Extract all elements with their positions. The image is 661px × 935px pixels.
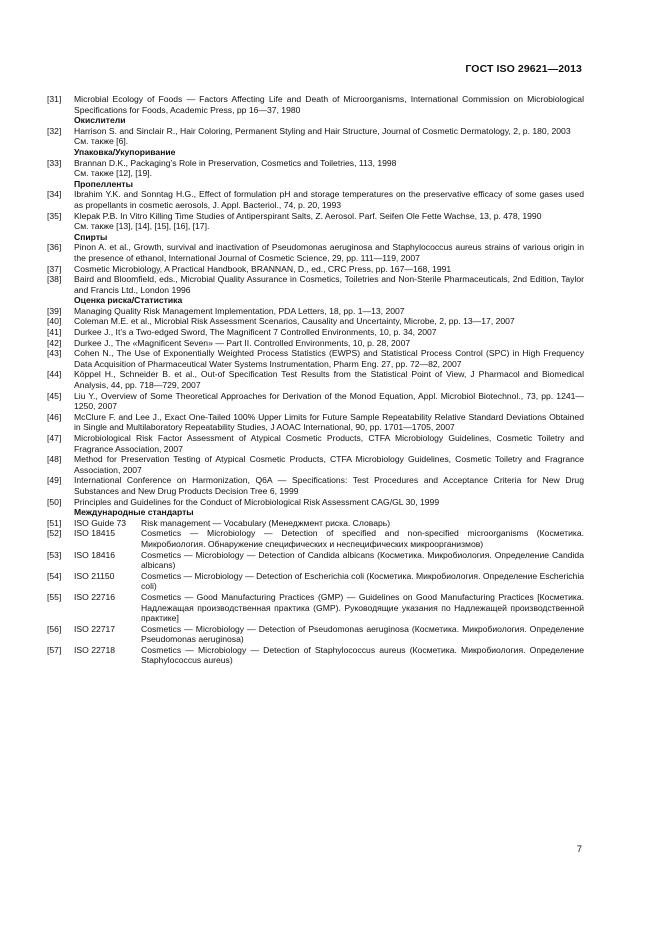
reference-entry [47,158,584,179]
reference-text: Managing Quality Risk Management Implementation, PDA Letters, 18, pp. 1—13, 2007 [74,305,405,316]
reference-entry [47,274,584,295]
reference-text: Brannan D.K., Packaging’s Role in Preservation, Cosmetics and Toiletries, 113, 1998 [74,157,397,168]
reference-text: Köppel H., Schneider B. et al., Out-of Specification Test Results from the Statistical Point of View, J Pharmacol and Biomedical Analysis, 44, pp. 718—729, 2007 [74,369,584,391]
reference-body [74,126,584,147]
reference-number: [41] [47,327,62,338]
reference-body [74,454,584,475]
reference-body [74,189,584,210]
reference-number: [52] [47,528,62,539]
reference-body [74,211,584,232]
reference-text: Durkee J., The «Magnificent Seven» — Part II. Controlled Environments, 10, p. 28, 2007 [74,337,411,348]
reference-body [74,391,584,412]
reference-entry [47,412,584,433]
reference-text: Harrison S. and Sinclair R., Hair Coloring, Permanent Styling and Hair Structure, Journal of Cosmetic Dermatology, 2, p. 180, 2003 [74,125,571,136]
reference-number: [33] [47,157,62,168]
reference-body [74,475,584,496]
reference-entry [47,433,584,454]
reference-number: [35] [47,210,62,221]
reference-body [74,274,584,295]
standard-code: ISO 18415 [74,528,116,539]
reference-entry [47,454,584,475]
reference-number: [55] [47,591,62,602]
reference-entry [47,306,584,317]
reference-entry [47,497,584,508]
page-number: 7 [576,844,582,855]
reference-body [74,348,584,369]
reference-text: Microbiological Risk Factor Assessment of Atypical Cosmetic Products, CTFA Microbiology Guidelines, Cosmetic Toiletry and Fragrance Association, 2007 [74,433,584,454]
reference-number: [40] [47,316,62,327]
reference-number: [49] [47,475,62,486]
reference-body [74,338,584,349]
reference-text: McClure F. and Lee J., Exact One-Tailed 100% Upper Limits for Future Sample Repeatability Relative Standard Deviations Obtained in Single and Multilaboratory Repeatability Studies, J AOAC International, 90, pp. 1701—1705, 2007 [74,411,584,433]
reference-body [74,264,584,275]
reference-entry [47,126,584,147]
reference-text: Method for Preservation Testing of Atypical Cosmetic Products, CTFA Microbiology Guidelines, Cosmetic Toiletry and Fragrance Association, 2007 [74,454,584,475]
reference-body [74,158,584,179]
standard-text: Cosmetics — Microbiology — Detection of Pseudomonas aeruginosa (Косметика. Микробиология. Определение Pseudomonas aeruginosa) [141,623,584,645]
standard-entry [47,592,584,624]
standard-code: ISO Guide 73 [74,517,127,528]
reference-number: [45] [47,390,62,401]
reference-text: Principles and Guidelines for the Conduct of Microbiological Risk Assessment CAG/GL 30, 1999 [74,496,440,507]
reference-text: См. также [6]. [74,136,129,147]
reference-entry [47,475,584,496]
reference-body [74,316,584,327]
reference-entry [47,369,584,390]
standard-body [141,528,584,549]
reference-text: Baird and Bloomfield, eds., Microbial Quality Assurance in Cosmetics, Toiletries and Non-Sterile Pharmaceuticals, 2nd Edition, Taylor and Francis Ltd., London 1996 [74,274,584,295]
reference-body [74,369,584,390]
standard-entry [47,518,584,529]
reference-entry [47,391,584,412]
reference-entry [47,348,584,369]
reference-number: [34] [47,189,62,200]
reference-entry [47,189,584,210]
standard-code: ISO 22716 [74,591,116,602]
standard-code: ISO 22717 [74,623,116,634]
standard-text: Cosmetics — Microbiology — Detection of Escherichia coli (Косметика. Микробиология. Определение Escherichia coli) [141,570,585,592]
standard-body [141,550,584,571]
standard-text: Risk management — Vocabulary (Менеджмент риска. Словарь) [141,517,391,528]
reference-number: [48] [47,454,62,465]
document-header: ГОСТ ISO 29621—2013 [465,63,582,75]
reference-number: [54] [47,570,62,581]
reference-text: Pinon A. et al., Growth, survival and inactivation of Pseudomonas aeruginosa and Staphylococcus aureus strains of various origin in the presence of ethanol, International Journal of Cosmetic Science, 29, pp. 111—119, 2007 [74,242,584,263]
reference-body [74,306,584,317]
reference-text: Cohen N., The Use of Exponentially Weighted Process Statistics (EWPS) and Statistical Process Control (SPC) in High Frequency Data Acquisition of Pharmaceutical Water Systems Instrumentation, Pharm Eng. 27, pp. 72—82, 2007 [74,348,584,369]
reference-number: [43] [47,348,62,359]
standard-body [141,624,584,645]
standard-entry [47,528,584,549]
standard-text: Cosmetics — Microbiology — Detection of Staphylococcus aureus (Косметика. Микробиология. Определение Staphylococcus aureus) [141,644,584,666]
reference-body [74,433,584,454]
reference-entry [47,242,584,263]
reference-number: [39] [47,305,62,316]
standard-body [141,518,584,529]
reference-body [74,242,584,263]
reference-text: Microbial Ecology of Foods — Factors Affecting Life and Death of Microorganisms, International Commission on Microbiological Specifications for Foods, Academic Press, pp 16—37, 1980 [74,94,584,115]
section-heading: Окислители [74,115,126,126]
reference-text: Coleman M.E. et al., Microbial Risk Assessment Scenarios, Causality and Uncertainty, Microbe, 2, pp. 13—17, 2007 [74,316,515,327]
reference-text: Cosmetic Microbiology, A Practical Handbook, BRANNAN, D., ed., CRC Press, pp. 167—168, 1991 [74,263,452,274]
reference-text: См. также [13], [14], [15], [16], [17]. [74,221,210,232]
reference-number: [53] [47,549,62,560]
reference-number: [44] [47,369,62,380]
standard-text: Cosmetics — Good Manufacturing Practices (GMP) — Guidelines on Good Manufacturing Practices [Косметика. Надлежащая производственная практика (GMP). Руководящие указания по Надлежащей производственной практике] [141,591,584,624]
reference-body [74,497,584,508]
reference-entry [47,211,584,232]
reference-number: [32] [47,125,62,136]
standard-entry [47,571,584,592]
reference-text: Ibrahim Y.K. and Sonntag H.G., Effect of formulation pH and storage temperatures on the preservative efficacy of some gases used as propellants in cosmetic aerosols, J. Appl. Bacteriol., 74, p. 20, 1993 [74,189,584,210]
references-list [47,94,584,666]
reference-entry [47,338,584,349]
reference-text: Klepak P.B. In Vitro Killing Time Studies of Antiperspirant Salts, Z. Aerosol. Parf. Seifen Ole Fette Wachse, 13, p. 478, 1990 [74,210,542,221]
standard-body [141,645,584,666]
reference-text: International Conference on Harmonization, Q6A — Specifications: Test Procedures and Acceptance Criteria for New Drug Substances and New Drug Products Decision Tree 6, 1999 [74,475,584,496]
reference-body [74,327,584,338]
section-heading: Пропелленты [74,178,133,189]
reference-number: [47] [47,433,62,443]
reference-body [74,412,584,433]
reference-text: Durkee J., It’s a Two-edged Sword, The Magnificent 7 Controlled Environments, 10, p. 34, 2007 [74,327,437,338]
reference-text: Liu Y., Overview of Some Theoretical Approaches for Derivation of the Monod Equation, Appl. Microbiol Biotechnol., 73, pp. 1241—1250, 2007 [74,390,584,412]
reference-number: [38] [47,274,62,285]
reference-number: [42] [47,337,62,348]
standard-text: Cosmetics — Microbiology — Detection of Candida albicans (Косметика. Микробиология. Определение Candida albicans) [141,549,584,571]
section-heading: Международные стандарты [74,507,194,518]
section-heading: Спирты [74,231,108,242]
standard-entry [47,550,584,571]
reference-number: [57] [47,644,62,655]
standard-body [141,592,584,624]
reference-number: [51] [47,517,62,528]
standard-code: ISO 18416 [74,549,116,560]
reference-entry [47,327,584,338]
reference-number: [36] [47,242,62,253]
standard-entry [47,645,584,666]
standard-text: Cosmetics — Microbiology — Detection of specified and non-specified microorganisms (Косметика. Микробиология. Обнаружение специфических и неспецифических микроорганизмов) [141,528,584,549]
reference-number: [50] [47,496,62,507]
reference-entry [47,316,584,327]
reference-body [74,94,584,115]
standard-code: ISO 21150 [74,570,115,581]
standard-body [141,571,584,592]
reference-number: [46] [47,411,62,422]
reference-entry [47,94,584,115]
standard-code: ISO 22718 [74,644,116,655]
reference-number: [37] [47,263,62,274]
section-heading: Упаковка/Укупоривание [74,146,176,157]
reference-number: [56] [47,623,62,634]
reference-entry [47,264,584,275]
reference-number: [31] [47,94,62,104]
reference-text: См. также [12], [19]. [74,168,153,179]
section-heading: Оценка риска/Статистика [74,295,183,306]
standard-entry [47,624,584,645]
